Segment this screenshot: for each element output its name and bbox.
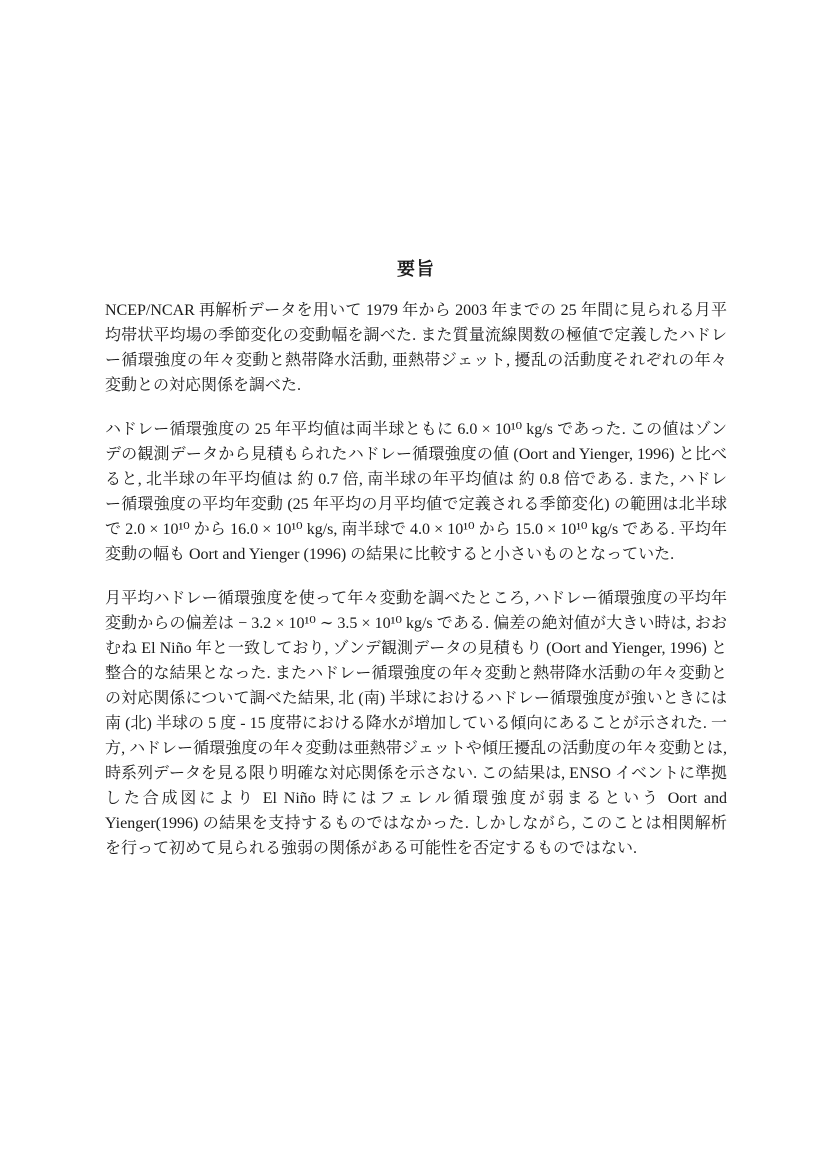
abstract-title: 要旨 <box>397 259 435 279</box>
abstract-paragraph-interannual-variability: 月平均ハドレー循環強度を使って年々変動を調べたところ, ハドレー循環強度の平均年変動からの偏差は − 3.2 × 10¹⁰ ∼ 3.5 × 10¹⁰ kg/s である. 偏差の絶対値が大きい時は, おおむね El Niño 年と一致しており, ゾンデ観測データの見積もり (Oort and Yienger, 1996) と整合的な結果となった. またハドレー循環強度の年々変動と熱帯降水活動の年々変動との対応関係について調べた結果, 北 (南) 半球におけるハドレー循環強度が強いときには南 (北) 半球の 5 度 - 15 度帯における降水が増加している傾向にあることが示された. 一方, ハドレー循環強度の年々変動は亜熱帯ジェットや傾圧擾乱の活動度の年々変動とは, 時系列データを見る限り明確な対応関係を示さない. この結果は, ENSO イベントに準拠した合成図により El Niño 時にはフェレル循環強度が弱まるという Oort and Yienger(1996) の結果を支持するものではなかった. しかしながら, このことは相関解析を行って初めて見られる強弱の関係がある可能性を否定するものではない. <box>105 590 727 857</box>
abstract-paragraph-intro: NCEP/NCAR 再解析データを用いて 1979 年から 2003 年までの 25 年間に見られる月平均帯状平均場の季節変化の変動幅を調べた. また質量流線関数の極値で定義したハドレー循環強度の年々変動と熱帯降水活動, 亜熱帯ジェット, 擾乱の活動度それぞれの年々変動との対応関係を調べた. <box>105 302 727 394</box>
abstract-paragraph-mean-values: ハドレー循環強度の 25 年平均値は両半球ともに 6.0 × 10¹⁰ kg/s であった. この値はゾンデの観測データから見積もられたハドレー循環強度の値 (Oort and Yienger, 1996) と比べると, 北半球の年平均値は 約 0.7 倍, 南半球の年平均値は 約 0.8 倍である. また, ハドレー循環強度の平均年変動 (25 年平均の月平均値で定義される季節変化) の範囲は北半球で 2.0 × 10¹⁰ から 16.0 × 10¹⁰ kg/s, 南半球で 4.0 × 10¹⁰ から 15.0 × 10¹⁰ kg/s である. 平均年変動の幅も Oort and Yienger (1996) の結果に比較すると小さいものとなっていた. <box>105 421 727 563</box>
abstract-body <box>105 298 727 880</box>
